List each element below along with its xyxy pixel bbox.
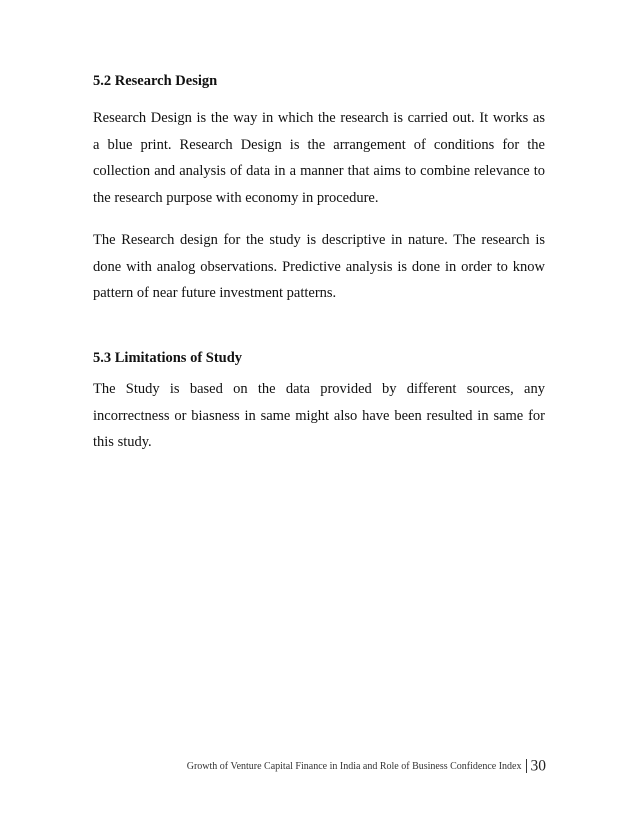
paragraph-line: Research Design is the way in which the research is carried out. It works as (93, 110, 545, 126)
paragraph-line: the research purpose with economy in procedure. (93, 189, 379, 206)
section-heading-limitations: 5.3 Limitations of Study (93, 350, 243, 366)
paragraph-line: done with analog observations. Predictive analysis is done in order to know (93, 258, 545, 275)
section-heading-research-design: 5.2 Research Design (93, 73, 218, 89)
paragraph-research-design-definition (93, 105, 545, 211)
page-number: 30 (530, 757, 546, 775)
paragraph-line: pattern of near future investment patterns. (93, 285, 337, 301)
paragraph-line: incorrectness or biasness in same might also have been resulted in same for (93, 407, 545, 424)
paragraph-research-design-study (93, 227, 545, 307)
paragraph-line: a blue print. Research Design is the arrangement of conditions for the (93, 136, 545, 153)
page-footer (0, 757, 546, 775)
paragraph-line: this study. (93, 434, 152, 450)
paragraph-line: The Study is based on the data provided by different sources, any (93, 381, 545, 397)
footer-separator (526, 759, 527, 773)
paragraph-line: The Research design for the study is descriptive in nature. The research is (93, 232, 545, 248)
paragraph-limitations (93, 376, 545, 456)
paragraph-line: collection and analysis of data in a manner that aims to combine relevance to (93, 163, 545, 179)
footer-title: Growth of Venture Capital Finance in India and Role of Business Confidence Index (186, 760, 522, 772)
